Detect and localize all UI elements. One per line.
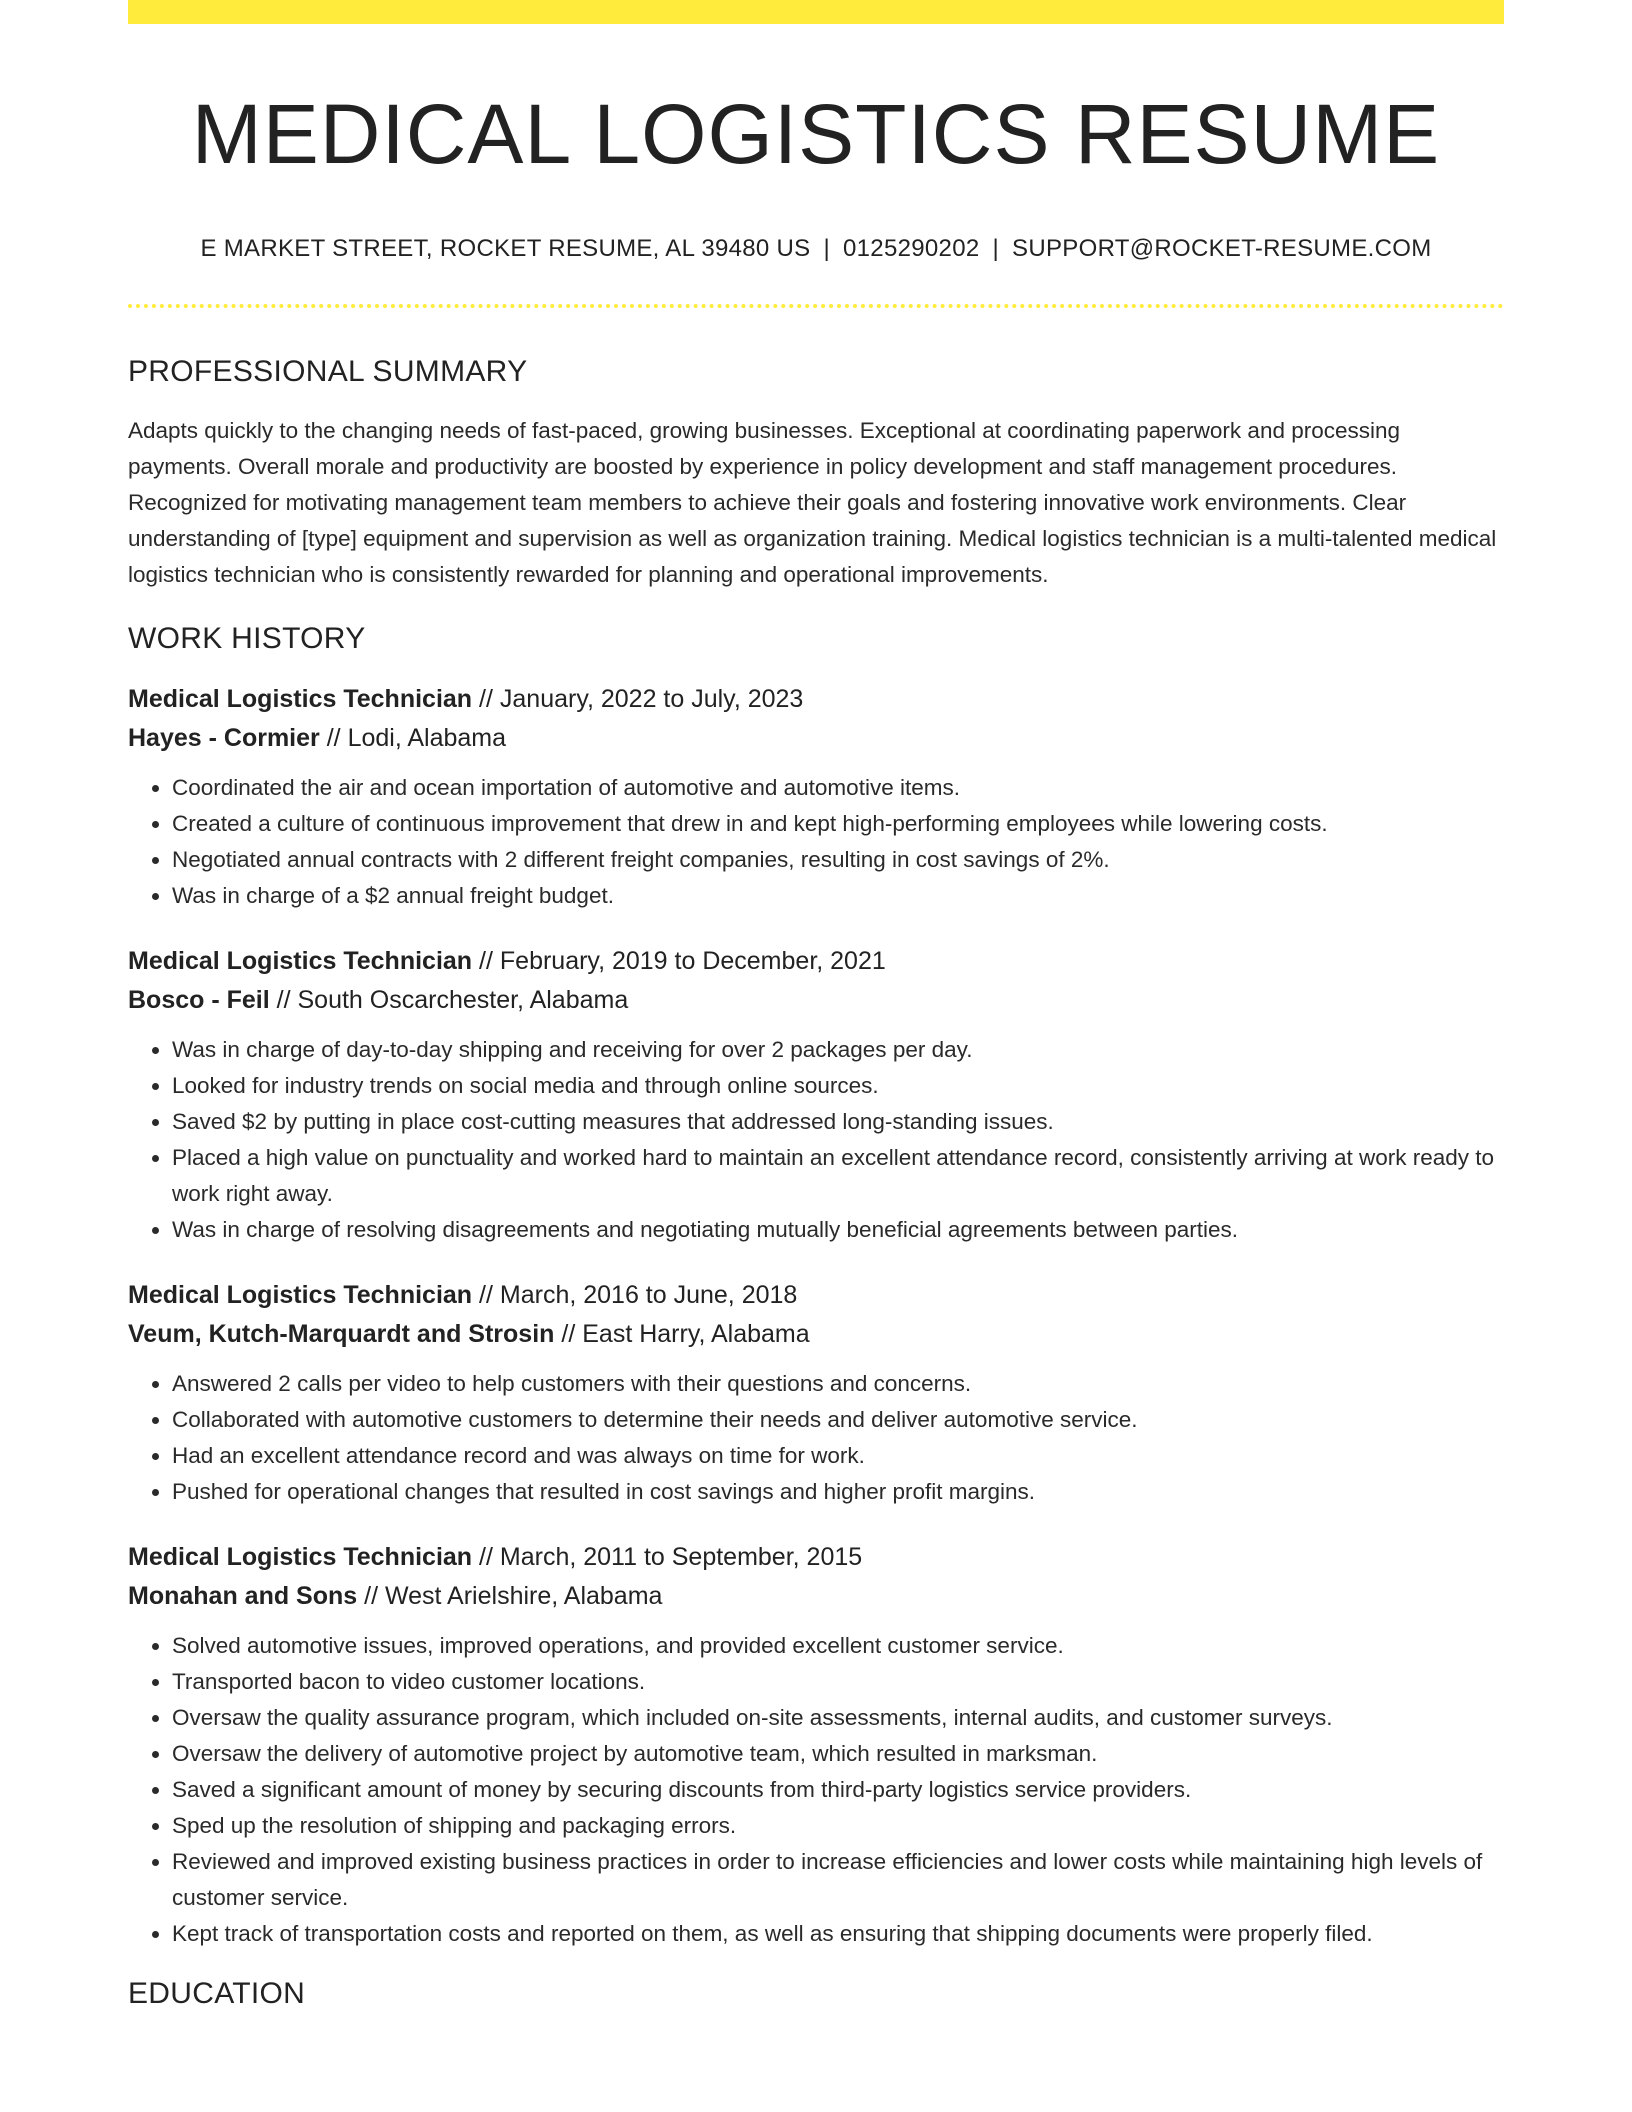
- job-divider: //: [479, 684, 493, 713]
- job-bullet: • Solved automotive issues, improved operations, and provided excellent customer service.: [172, 1628, 1504, 1664]
- job-dates: January, 2022 to July, 2023: [499, 684, 804, 713]
- job-bullet: • Was in charge of a $2 annual freight budget.: [172, 878, 1504, 914]
- job-bullet: • Oversaw the delivery of automotive project by automotive team, which resulted in marksman.: [172, 1736, 1504, 1772]
- job-location: Lodi, Alabama: [347, 723, 507, 752]
- job-title: Medical Logistics Technician: [128, 946, 473, 975]
- job-entry: [128, 680, 1504, 914]
- job-bullet: • Created a culture of continuous improvement that drew in and kept high-performing employees while lowering costs.: [172, 806, 1504, 842]
- education-heading: EDUCATION: [128, 1976, 306, 2010]
- job-location: East Harry, Alabama: [582, 1319, 810, 1348]
- contact-address: E MARKET STREET, ROCKET RESUME, AL 39480 US: [200, 234, 811, 262]
- job-company: Veum, Kutch-Marquardt and Strosin: [128, 1319, 555, 1348]
- job-title-line: [128, 1538, 1504, 1577]
- job-company-line: [128, 1577, 1504, 1616]
- dotted-divider: [128, 304, 1504, 308]
- job-divider: //: [479, 1542, 493, 1571]
- job-title-line: [128, 1276, 1504, 1315]
- job-divider: //: [479, 1280, 493, 1309]
- job-bullet: • Saved a significant amount of money by securing discounts from third-party logistics service providers.: [172, 1772, 1504, 1808]
- job-company: Hayes - Cormier: [128, 723, 320, 752]
- job-title-line: [128, 942, 1504, 981]
- job-title: Medical Logistics Technician: [128, 684, 473, 713]
- job-bullet: • Looked for industry trends on social media and through online sources.: [172, 1068, 1504, 1104]
- job-divider: //: [326, 723, 341, 752]
- job-bullet: • Kept track of transportation costs and reported on them, as well as ensuring that shipping documents were properly filed.: [172, 1916, 1504, 1952]
- contact-line: [128, 233, 1504, 264]
- job-entry: [128, 1276, 1504, 1510]
- work-history-heading: WORK HISTORY: [128, 621, 366, 655]
- job-bullet-list: [128, 1366, 1504, 1510]
- job-bullet-list: [128, 1032, 1504, 1248]
- job-bullet: • Was in charge of resolving disagreements and negotiating mutually beneficial agreements between parties.: [172, 1212, 1504, 1248]
- job-bullet: • Pushed for operational changes that resulted in cost savings and higher profit margins.: [172, 1474, 1504, 1510]
- job-bullet: • Was in charge of day-to-day shipping and receiving for over 2 packages per day.: [172, 1032, 1504, 1068]
- job-bullet: • Reviewed and improved existing business practices in order to increase efficiencies and lower costs while maintaining high levels of customer service.: [172, 1844, 1504, 1916]
- job-title: Medical Logistics Technician: [128, 1542, 473, 1571]
- job-bullet-list: [128, 1628, 1504, 1952]
- job-bullet: • Coordinated the air and ocean importation of automotive and automotive items.: [172, 770, 1504, 806]
- job-company-line: [128, 981, 1504, 1020]
- job-location: South Oscarchester, Alabama: [297, 985, 629, 1014]
- job-bullet: • Transported bacon to video customer locations.: [172, 1664, 1504, 1700]
- job-divider: //: [364, 1581, 379, 1610]
- contact-separator: |: [823, 234, 831, 262]
- resume-page: [128, 0, 1504, 2013]
- job-bullet: • Answered 2 calls per video to help customers with their questions and concerns.: [172, 1366, 1504, 1402]
- summary-text: Adapts quickly to the changing needs of fast-paced, growing businesses. Exceptional at coordinating paperwork and processing payments. Overall morale and productivity are boosted by experience in policy development and staff management procedures. Recognized for motivating management team members to achieve their goals and fostering innovative work environments. Clear understanding of [type] equipment and supervision as well as organization training. Medical logistics technician is a multi-talented medical logistics technician who is consistently rewarded for planning and operational improvements.: [128, 417, 1497, 587]
- job-dates: February, 2019 to December, 2021: [499, 946, 886, 975]
- job-bullet: • Oversaw the quality assurance program, which included on-site assessments, internal audits, and customer surveys.: [172, 1700, 1504, 1736]
- job-title-line: [128, 680, 1504, 719]
- job-bullet: • Negotiated annual contracts with 2 different freight companies, resulting in cost savings of 2%.: [172, 842, 1504, 878]
- resume-title: MEDICAL LOGISTICS RESUME: [191, 87, 1441, 181]
- job-entry: [128, 942, 1504, 1248]
- job-bullet: • Sped up the resolution of shipping and packaging errors.: [172, 1808, 1504, 1844]
- job-company-line: [128, 1315, 1504, 1354]
- job-bullet: • Saved $2 by putting in place cost-cutting measures that addressed long-standing issues.: [172, 1104, 1504, 1140]
- job-divider: //: [276, 985, 291, 1014]
- accent-top-bar: [128, 0, 1504, 24]
- job-divider: //: [479, 946, 493, 975]
- job-dates: March, 2016 to June, 2018: [499, 1280, 798, 1309]
- job-bullet: • Collaborated with automotive customers to determine their needs and deliver automotive service.: [172, 1402, 1504, 1438]
- job-location: West Arielshire, Alabama: [385, 1581, 663, 1610]
- job-divider: //: [561, 1319, 576, 1348]
- job-title: Medical Logistics Technician: [128, 1280, 473, 1309]
- job-entry: [128, 1538, 1504, 1952]
- contact-email[interactable]: SUPPORT@ROCKET-RESUME.COM: [1012, 234, 1432, 262]
- job-company-line: [128, 719, 1504, 758]
- job-bullet-list: [128, 770, 1504, 914]
- job-company: Monahan and Sons: [128, 1581, 358, 1610]
- job-bullet: • Had an excellent attendance record and was always on time for work.: [172, 1438, 1504, 1474]
- job-dates: March, 2011 to September, 2015: [499, 1542, 863, 1571]
- job-company: Bosco - Feil: [128, 985, 270, 1014]
- work-history-list: [128, 680, 1504, 1952]
- job-bullet: • Placed a high value on punctuality and worked hard to maintain an excellent attendance record, consistently arriving at work ready to work right away.: [172, 1140, 1504, 1212]
- contact-phone: 0125290202: [843, 234, 980, 262]
- contact-separator: |: [992, 234, 1000, 262]
- summary-heading: PROFESSIONAL SUMMARY: [128, 354, 528, 388]
